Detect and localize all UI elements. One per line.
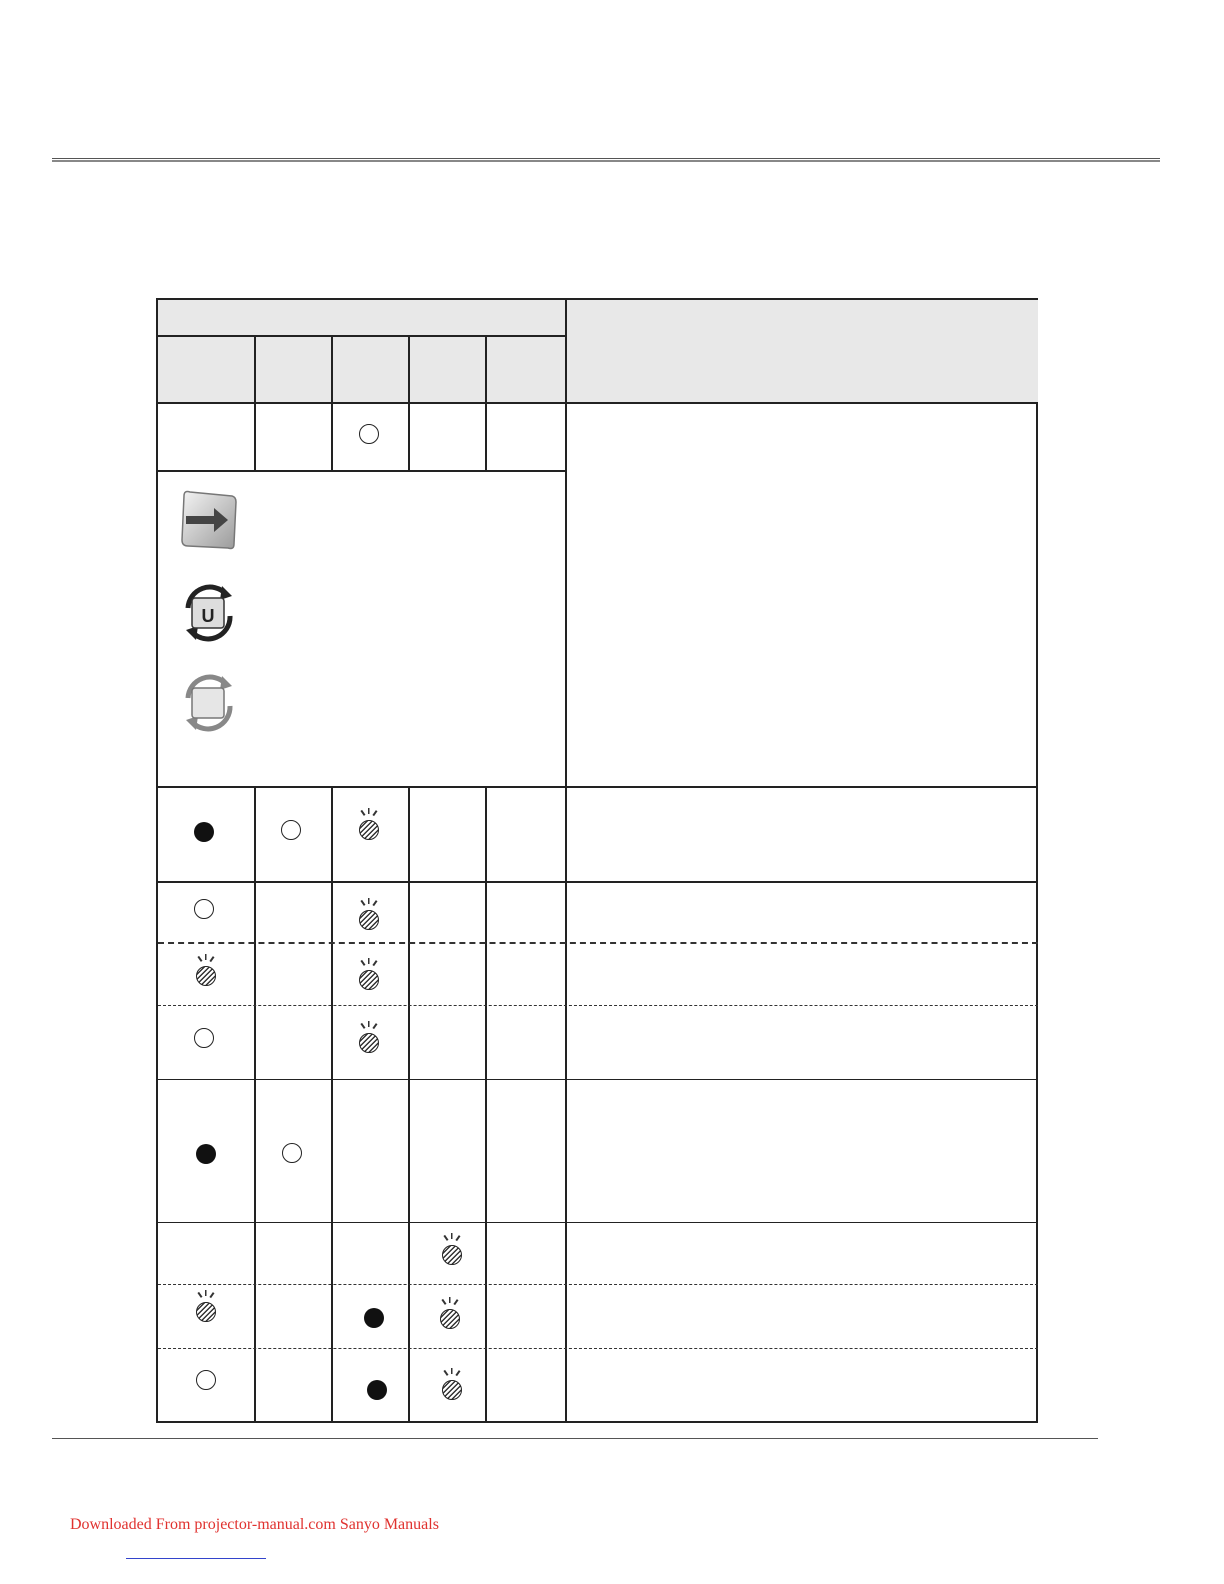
indicator-blinking [196, 966, 216, 986]
row-rule-dashed [158, 1284, 1038, 1285]
update-cycle-icon [174, 668, 242, 736]
indicator-blinking [442, 1245, 462, 1265]
indicator-blinking [359, 910, 379, 930]
row-rule-dashed [158, 942, 1038, 944]
indicator-on [196, 1144, 216, 1164]
column-divider [331, 335, 333, 470]
row-rule [158, 1079, 1038, 1080]
indicator-off [196, 1370, 216, 1390]
usb-update-icon [174, 578, 242, 646]
row-rule-dashed [158, 1348, 1038, 1349]
indicator-blinking [442, 1380, 462, 1400]
usb-transfer-icon [174, 486, 242, 554]
row-rule [158, 786, 1038, 788]
column-divider-main [565, 300, 567, 1423]
indicator-blinking [359, 970, 379, 990]
indicator-off [281, 820, 301, 840]
header-subrule [158, 335, 565, 337]
indicator-off [194, 899, 214, 919]
indicator-status-table [156, 298, 1038, 1423]
row-rule [158, 881, 1038, 883]
column-divider [485, 335, 487, 470]
indicator-on [367, 1380, 387, 1400]
indicator-off [282, 1143, 302, 1163]
indicator-blinking [440, 1309, 460, 1329]
header-bottom-rule [158, 402, 1038, 404]
indicator-blinking [359, 1033, 379, 1053]
row-rule-dashed [158, 1005, 1038, 1006]
header-rule [52, 158, 1160, 162]
indicator-on [364, 1308, 384, 1328]
indicator-on [194, 822, 214, 842]
table-header-right [567, 300, 1038, 402]
column-divider [408, 335, 410, 470]
row-rule [158, 1222, 1038, 1223]
indicator-off [194, 1028, 214, 1048]
indicator-blinking [359, 820, 379, 840]
footer-rule [52, 1438, 1098, 1439]
footer-link-underline [126, 1558, 266, 1559]
indicator-off [359, 424, 379, 444]
indicator-blinking [196, 1302, 216, 1322]
column-divider [254, 335, 256, 470]
footer-download-link[interactable]: Downloaded From projector-manual.com Sanyo Manuals [70, 1516, 439, 1533]
svg-text:U: U [201, 606, 215, 626]
row-rule [158, 470, 565, 472]
table-header-left [158, 300, 565, 402]
